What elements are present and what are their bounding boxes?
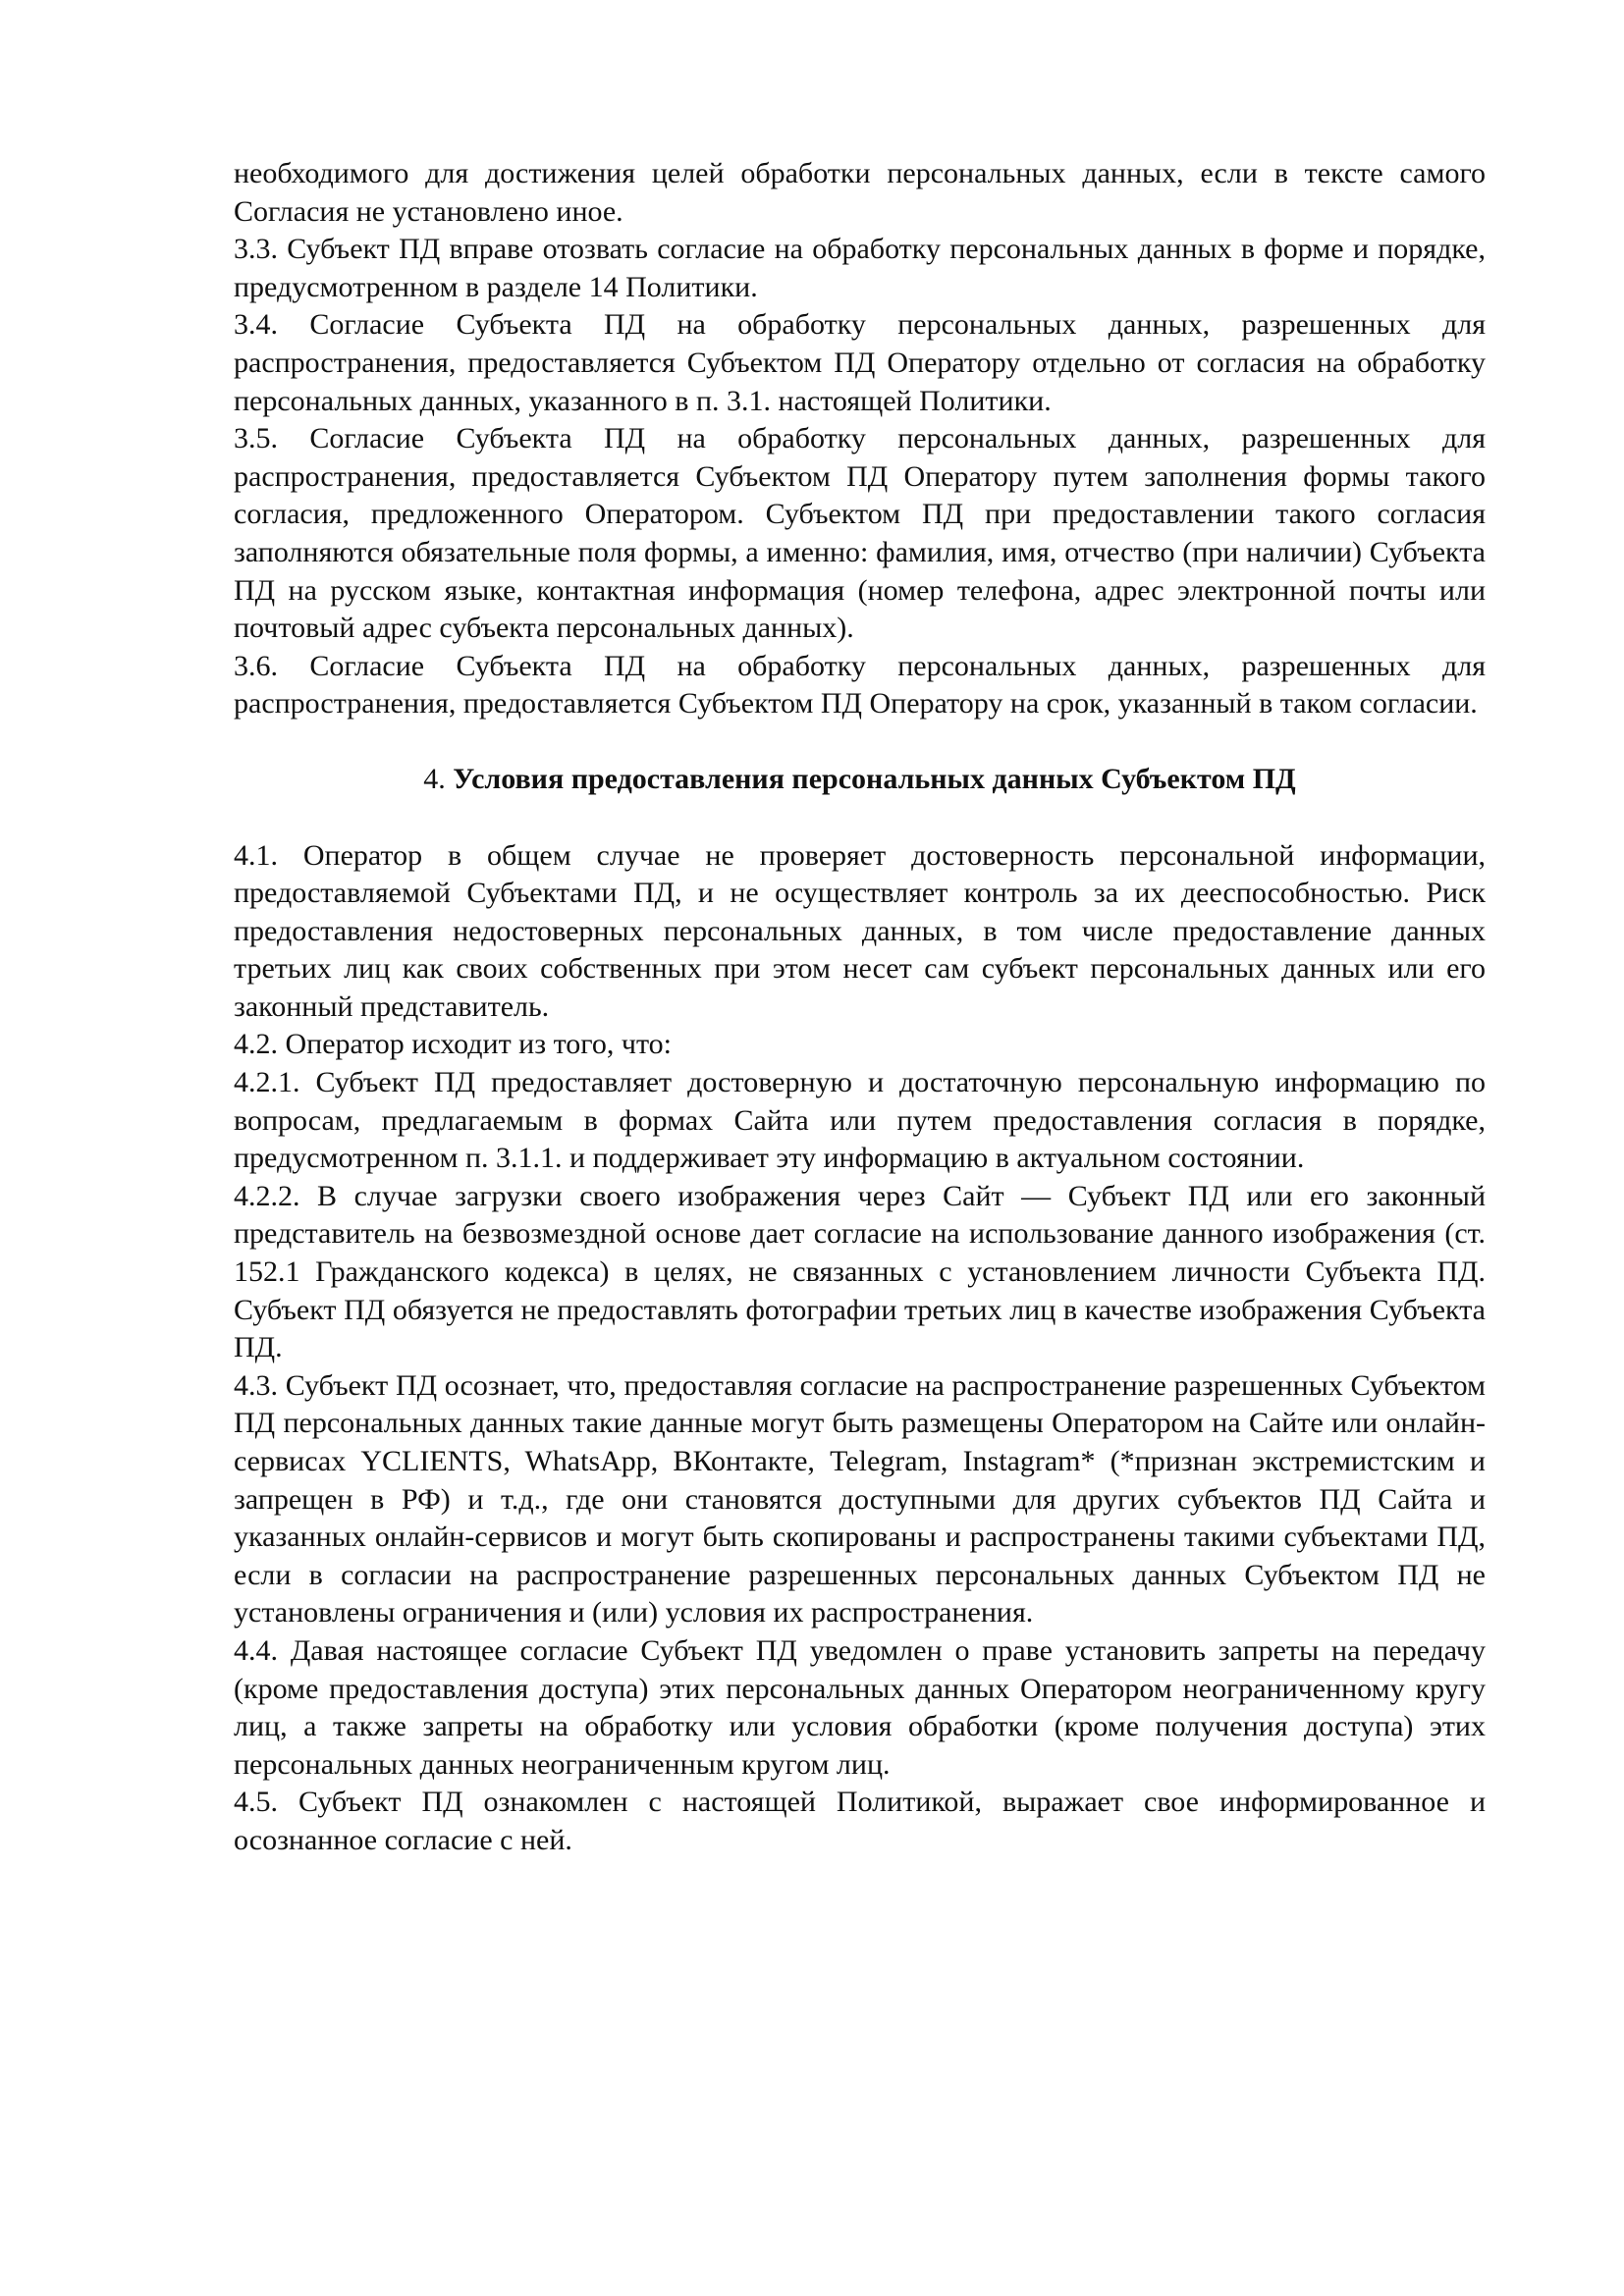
paragraph-3-4: 3.4. Согласие Субъекта ПД на обработку персональных данных, разрешенных для распространения, предоставляется Субъектом ПД Оператору отдельно от согласия на обработку персональных данных, указанного в п. 3.1. настоящей Политики. (234, 308, 1486, 417)
paragraph-4-3: 4.3. Субъект ПД осознает, что, предоставляя согласие на распространение разрешенных Субъектом ПД персональных данных такие данные могут быть размещены Оператором на Сайте или онлайн-сервисах YCLIENTS, WhatsApp, ВКонтакте, Telegram, Instagram* (*признан экстремистским и запрещен в РФ) и т.д., где они становятся доступными для других субъектов ПД Сайта и указанных онлайн-сервисов и могут быть скопированы и распространены такими субъектами ПД, если в согласии на распространение разрешенных персональных данных Субъектом ПД не установлены ограничения и (или) условия их распространения. (234, 1368, 1486, 1629)
paragraph-3-6: 3.6. Согласие Субъекта ПД на обработку персональных данных, разрешенных для распространения, предоставляется Субъектом ПД Оператору на срок, указанный в таком согласии. (234, 649, 1486, 721)
section-4-title: Условия предоставления персональных данных Субъектом ПД (453, 762, 1296, 795)
paragraph-3-5: 3.5. Согласие Субъекта ПД на обработку персональных данных, разрешенных для распространения, предоставляется Субъектом ПД Оператору путем заполнения формы такого согласия, предложенного Оператором. Субъектом ПД при предоставлении такого согласия заполняются обязательные поля формы, а именно: фамилия, имя, отчество (при наличии) Субъекта ПД на русском языке, контактная информация (номер телефона, адрес электронной почты или почтовый адрес субъекта персональных данных). (234, 422, 1486, 645)
paragraph-4-5: 4.5. Субъект ПД ознакомлен с настоящей Политикой, выражает свое информированное и осознанное согласие с ней. (234, 1786, 1486, 1856)
document-page (234, 155, 1486, 1860)
paragraph-4-1: 4.1. Оператор в общем случае не проверяет достоверность персональной информации, предоставляемой Субъектами ПД, и не осуществляет контроль за их дееспособностью. Риск предоставления недостоверных персональных данных, в том числе предоставление данных третьих лиц как своих собственных при этом несет сам субъект персональных данных или его законный представитель. (234, 838, 1486, 1023)
paragraph-4-2-2: 4.2.2. В случае загрузки своего изображения через Сайт — Субъект ПД или его законный представитель на безвозмездной основе дает согласие на использование данного изображения (ст. 152.1 Гражданского кодекса) в целях, не связанных с установлением личности Субъекта ПД. Субъект ПД обязуется не предоставлять фотографии третьих лиц в качестве изображения Субъекта ПД. (234, 1179, 1486, 1364)
paragraph-4-2-1: 4.2.1. Субъект ПД предоставляет достоверную и достаточную персональную информацию по вопросам, предлагаемым в формах Сайта или путем предоставления согласия в порядке, предусмотренном п. 3.1.1. и поддерживает эту информацию в актуальном состоянии. (234, 1066, 1486, 1175)
paragraph-4-2: 4.2. Оператор исходит из того, что: (234, 1028, 673, 1061)
section-4-number: 4. (423, 762, 446, 795)
paragraph-3-3: 3.3. Субъект ПД вправе отозвать согласие на обработку персональных данных в форме и порядке, предусмотренном в разделе 14 Политики. (234, 233, 1486, 303)
paragraph-3-2-continuation: необходимого для достижения целей обработки персональных данных, если в тексте самого Согласия не установлено иное. (234, 157, 1486, 228)
section-4-heading (234, 761, 1486, 799)
paragraph-4-4: 4.4. Давая настоящее согласие Субъект ПД уведомлен о праве установить запреты на передачу (кроме предоставления доступа) этих персональных данных Оператором неограниченному кругу лиц, а также запреты на обработку или условия обработки (кроме получения доступа) этих персональных данных неограниченным кругом лиц. (234, 1633, 1486, 1781)
